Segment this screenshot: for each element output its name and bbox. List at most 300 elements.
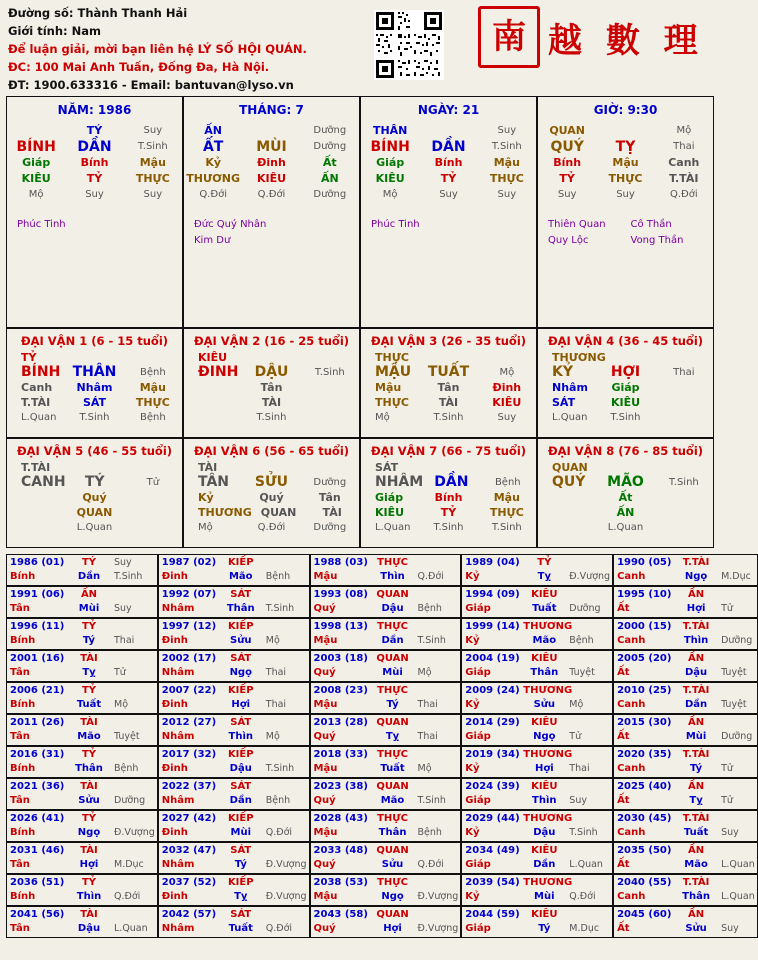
dv-cell: L.Quan (375, 522, 411, 533)
name-value: Thành Thanh Hải (77, 6, 188, 20)
email-value: bantuvan@lyso.vn (174, 78, 294, 92)
year-ten-god: SÁT (230, 589, 252, 600)
year-branch: Thân (530, 667, 559, 678)
year-cell[interactable] (461, 682, 613, 714)
dv-cell (655, 380, 713, 395)
year-ten-god: KIÊU (531, 717, 558, 728)
p-cell: ẤT (202, 139, 224, 155)
year-state: Mộ (114, 699, 129, 710)
year-ten-god: ẤN (688, 653, 705, 664)
year-label: 2040 (55) (617, 877, 672, 888)
year-ten-god: TÀI (80, 845, 98, 856)
year-branch: Hợi (686, 603, 706, 614)
dai-van-sub: TÀI (198, 461, 218, 474)
year-cell[interactable] (461, 618, 613, 650)
year-cell[interactable] (158, 650, 310, 682)
year-cell[interactable] (6, 554, 158, 586)
dv-cell: MẬU (375, 364, 412, 380)
year-branch: Ngọ (229, 667, 252, 678)
year-state: Mộ (265, 635, 280, 646)
extra-item: Phúc Tinh (371, 219, 420, 230)
p-cell: Dưỡng (313, 189, 347, 200)
dv-cell: Ất (618, 491, 633, 504)
year-cell[interactable] (461, 586, 613, 618)
year-cell[interactable] (6, 778, 158, 810)
extra-item: Đức Quý Nhân (194, 219, 267, 230)
year-ten-god: QUAN (376, 589, 409, 600)
dv-cell: THÂN (72, 364, 117, 380)
year-label: 1996 (11) (10, 621, 65, 632)
year-cell[interactable] (158, 746, 310, 778)
year-label: 1990 (05) (617, 557, 672, 568)
p-cell: DẦN (431, 139, 466, 155)
year-cell[interactable] (461, 650, 613, 682)
year-cell[interactable] (613, 586, 758, 618)
year-label: 2043 (58) (313, 909, 368, 920)
dv-cell: Mộ (375, 412, 390, 423)
year-ten-god: KIÊU (531, 909, 558, 920)
year-cell[interactable] (461, 554, 613, 586)
dai-van-title: ĐẠI VẬN 5 (46 - 55 tuổi) (16, 444, 173, 458)
dv-cell: Q.Đới (257, 522, 286, 533)
dv-cell: T.Sinh (491, 522, 522, 533)
dv-cell (538, 490, 596, 505)
p-cell: Mậu (139, 156, 166, 169)
dv-cell: KỶ (552, 364, 573, 380)
year-state: T.Sinh (265, 763, 295, 774)
year-cell[interactable] (310, 778, 462, 810)
year-ten-god: KIẾP (227, 749, 254, 760)
year-branch: Mùi (685, 731, 707, 742)
dv-cell: Dưỡng (313, 522, 347, 533)
year-cell[interactable] (158, 778, 310, 810)
brand-logo (478, 6, 704, 68)
year-cell[interactable] (158, 842, 310, 874)
year-ten-god: T.TÀI (682, 877, 710, 888)
pillar-extras (538, 217, 713, 249)
year-cell[interactable] (461, 906, 613, 938)
year-stem: Tân (10, 667, 30, 678)
year-stem: Kỷ (465, 827, 480, 838)
dai-van-sub: SÁT (375, 461, 399, 474)
year-cell[interactable] (613, 554, 758, 586)
year-label: 2004 (19) (465, 653, 520, 664)
year-branch: Sửu (533, 699, 556, 710)
qr-code-icon (374, 10, 444, 80)
year-stem: Bính (10, 763, 36, 774)
p-cell: Suy (143, 189, 163, 200)
year-ten-god: T.TÀI (682, 813, 710, 824)
p-cell: Suy (439, 189, 458, 200)
year-state: Suy (569, 795, 587, 806)
extra-item: Vong Thần (630, 235, 684, 246)
year-state: Đ.Vượng (265, 891, 307, 902)
dv-cell: L.Quan (607, 522, 644, 533)
year-cell[interactable] (461, 746, 613, 778)
year-ten-god: KIẾP (227, 621, 254, 632)
dai-van-title: ĐẠI VẬN 1 (6 - 15 tuổi) (20, 334, 169, 348)
year-label: 1993 (08) (313, 589, 368, 600)
year-state: Đ.Vượng (417, 891, 459, 902)
p-cell: Canh (668, 156, 700, 169)
p-cell: THỰC (135, 172, 170, 185)
dai-van-title: ĐẠI VẬN 2 (16 - 25 tuổi) (193, 334, 350, 348)
year-cell[interactable] (310, 810, 462, 842)
header (0, 0, 720, 96)
dv-cell (655, 520, 713, 535)
year-cell[interactable] (6, 682, 158, 714)
year-cell[interactable] (310, 618, 462, 650)
year-stem: Quý (313, 667, 336, 678)
year-branch: Thìn (76, 891, 102, 902)
year-label: 2023 (38) (313, 781, 368, 792)
year-state: Q.Đới (569, 891, 596, 902)
p-cell: Suy (85, 189, 104, 200)
dv-cell: Tân (437, 381, 460, 394)
year-branch: Thân (75, 763, 103, 774)
year-stem: Ất (617, 859, 630, 870)
year-ten-god: ẤN (688, 845, 705, 856)
year-cell[interactable] (461, 874, 613, 906)
year-branch: Dậu (381, 603, 404, 614)
dv-cell: T.Sinh (256, 412, 287, 423)
luu-nien-table (6, 554, 755, 938)
year-ten-god: KIÊU (531, 845, 558, 856)
year-stem: Canh (617, 571, 646, 582)
year-state: Bệnh (114, 763, 139, 774)
year-label: 2007 (22) (161, 685, 217, 696)
year-stem: Kỷ (465, 699, 480, 710)
year-label: 2010 (25) (617, 685, 672, 696)
extra-item: Thiên Quan (548, 219, 606, 230)
year-cell[interactable] (158, 714, 310, 746)
year-cell[interactable] (158, 906, 310, 938)
year-stem: Canh (617, 891, 646, 902)
year-state: Q.Đới (114, 891, 141, 902)
dv-cell: NHÂM (375, 474, 424, 490)
year-state: M.Dục (721, 571, 751, 582)
dai-van-title: ĐẠI VẬN 8 (76 - 85 tuổi) (547, 444, 704, 458)
year-stem: Ất (617, 667, 630, 678)
year-stem: Nhâm (161, 795, 195, 806)
dv-cell: THỰC (375, 396, 409, 409)
p-cell: Q.Đới (199, 189, 228, 200)
p-cell: Mộ (382, 189, 398, 200)
year-cell[interactable] (158, 618, 310, 650)
year-branch: Sửu (230, 635, 252, 646)
year-ten-god: KIẾP (227, 685, 254, 696)
dai-van-title: ĐẠI VẬN 3 (26 - 35 tuổi) (370, 334, 527, 348)
year-label: 2038 (53) (313, 877, 368, 888)
year-state: Suy (721, 923, 739, 934)
year-label: 2006 (21) (10, 685, 65, 696)
year-state: T.Sinh (265, 603, 295, 614)
year-label: 2036 (51) (10, 877, 65, 888)
year-state: Tuyệt (569, 667, 595, 678)
year-cell[interactable] (158, 682, 310, 714)
dv-cell: Dưỡng (313, 477, 347, 488)
year-cell[interactable] (613, 842, 758, 874)
year-stem: Kỷ (465, 763, 480, 774)
four-pillars-grid (6, 96, 714, 328)
year-stem: Giáp (465, 731, 491, 742)
year-stem: Giáp (465, 859, 491, 870)
dv-cell (124, 520, 182, 535)
year-stem: Bính (10, 891, 36, 902)
year-branch: Tuất (683, 827, 709, 838)
year-stem: Giáp (465, 795, 491, 806)
year-branch: Mùi (382, 667, 403, 678)
year-label: 2034 (49) (465, 845, 520, 856)
year-branch: Tỵ (82, 667, 96, 678)
year-stem: Giáp (465, 603, 491, 614)
dv-cell (301, 410, 359, 425)
dv-cell (301, 395, 359, 410)
year-state-top: Suy (114, 557, 132, 568)
year-cell[interactable] (310, 554, 462, 586)
year-label: 2003 (18) (313, 653, 368, 664)
year-state: Dưỡng (721, 731, 753, 742)
year-state: Tử (569, 731, 582, 742)
dv-cell (538, 505, 596, 520)
year-ten-god: TỶ (81, 685, 97, 696)
year-ten-god: ẤN (80, 589, 98, 600)
year-state: Tử (721, 603, 733, 614)
dv-cell: TUẤT (427, 364, 470, 380)
year-cell[interactable] (613, 874, 758, 906)
year-cell[interactable] (6, 810, 158, 842)
year-label: 2002 (17) (161, 653, 217, 664)
year-stem: Đinh (161, 763, 188, 774)
p-cell: ẤN (320, 172, 339, 185)
year-state: Bệnh (417, 603, 442, 614)
year-stem: Canh (617, 699, 646, 710)
p-cell: Bính (553, 156, 582, 169)
year-branch: Dậu (684, 667, 708, 678)
year-cell[interactable] (310, 842, 462, 874)
year-ten-god: T.TÀI (682, 557, 710, 568)
p-cell: Kỷ (205, 156, 222, 169)
p-cell: THÂN (372, 124, 408, 137)
year-cell[interactable] (613, 682, 758, 714)
year-cell[interactable] (613, 746, 758, 778)
dv-cell: Thai (673, 367, 695, 378)
year-state: L.Quan (569, 859, 603, 870)
year-state: Bệnh (265, 571, 291, 582)
p-cell: Đinh (257, 156, 286, 169)
year-state: Thai (265, 667, 287, 678)
dv-cell: Suy (497, 412, 517, 423)
dv-cell: T.Sinh (433, 522, 464, 533)
dv-cell: Canh (21, 381, 53, 394)
year-branch: Dần (381, 635, 404, 646)
year-state: Dưỡng (721, 635, 753, 646)
year-cell[interactable] (613, 778, 758, 810)
year-cell[interactable] (158, 874, 310, 906)
year-branch: Tý (82, 635, 96, 646)
year-branch: Tý (538, 923, 551, 934)
year-cell[interactable] (461, 714, 613, 746)
year-ten-god: QUAN (376, 653, 409, 664)
year-label: 2041 (56) (10, 909, 65, 920)
year-label: 2001 (16) (10, 653, 65, 664)
year-ten-god: THỰC (377, 557, 408, 568)
year-cell[interactable] (6, 874, 158, 906)
p-cell: Dưỡng (313, 141, 347, 152)
dv-cell: Mộ (499, 367, 515, 378)
pillar-extras (361, 217, 536, 233)
year-state: Thai (265, 699, 287, 710)
phone-label: ĐT: 1900.633316 - Email: (8, 78, 171, 92)
year-stem: Quý (313, 923, 336, 934)
year-stem: Tân (10, 795, 30, 806)
year-ten-god: T.TÀI (682, 621, 710, 632)
pillar-title: NGÀY: 21 (417, 103, 480, 117)
dv-cell: T.TÀI (21, 396, 51, 409)
year-cell[interactable] (461, 778, 613, 810)
dv-cell: DẦN (434, 474, 469, 490)
year-branch: Thân (378, 827, 407, 838)
year-cell[interactable] (613, 714, 758, 746)
dv-cell: Mậu (375, 381, 402, 394)
year-ten-god: THƯƠNG (523, 749, 573, 760)
year-label: 2045 (60) (617, 909, 672, 920)
year-ten-god: ẤN (688, 781, 705, 792)
year-cell[interactable] (310, 746, 462, 778)
dai-van-title: ĐẠI VẬN 6 (56 - 65 tuổi) (193, 444, 350, 458)
year-cell[interactable] (461, 842, 613, 874)
header-line-address: ĐC: 100 Mai Anh Tuấn, Đống Đa, Hà Nội. (8, 60, 270, 74)
year-ten-god: THỰC (377, 685, 408, 696)
extra-item: Cô Thần (630, 219, 672, 230)
year-label: 2009 (24) (465, 685, 520, 696)
year-label: 1992 (07) (161, 589, 217, 600)
dv-cell: Quý (259, 491, 284, 504)
year-cell[interactable] (310, 714, 462, 746)
year-state: Thai (417, 731, 438, 742)
year-ten-god: QUAN (376, 717, 409, 728)
year-cell[interactable] (6, 906, 158, 938)
year-cell[interactable] (6, 714, 158, 746)
year-ten-god: THƯƠNG (523, 813, 573, 824)
year-cell[interactable] (461, 810, 613, 842)
dv-cell: MÃO (607, 474, 644, 490)
year-state: M.Dục (569, 923, 600, 934)
year-cell[interactable] (158, 554, 310, 586)
year-ten-god: THƯƠNG (523, 877, 573, 888)
year-stem: Nhâm (161, 667, 195, 678)
year-branch: Tý (386, 699, 399, 710)
dv-cell: TÝ (84, 474, 105, 490)
year-cell[interactable] (6, 650, 158, 682)
year-cell[interactable] (613, 650, 758, 682)
year-state: Tử (721, 763, 733, 774)
dv-cell: TÀI (438, 396, 459, 409)
year-cell[interactable] (6, 842, 158, 874)
dv-cell: Quý (82, 491, 107, 504)
year-state: Q.Đới (417, 859, 444, 870)
p-cell: TỴ (615, 139, 636, 155)
header-line-gender (8, 24, 368, 39)
year-branch: Sửu (381, 859, 404, 870)
dv-cell: KIÊU (375, 506, 405, 519)
year-ten-god: QUAN (376, 845, 409, 856)
year-state: Đ.Vượng (265, 859, 307, 870)
year-state: T.Sinh (114, 571, 143, 582)
year-label: 1989 (04) (465, 557, 520, 568)
dv-cell (184, 380, 242, 395)
p-cell: THỰC (608, 172, 643, 185)
dv-cell: Kỷ (198, 491, 214, 504)
year-label: 1998 (13) (313, 621, 368, 632)
year-branch: Ngọ (77, 827, 101, 838)
year-stem: Canh (617, 763, 646, 774)
year-cell[interactable] (158, 810, 310, 842)
p-cell: THƯƠNG (186, 172, 241, 185)
year-ten-god: KIẾP (227, 813, 254, 824)
p-cell: QUAN (549, 124, 585, 137)
year-cell[interactable] (310, 586, 462, 618)
year-cell[interactable] (613, 906, 758, 938)
p-cell: Giáp (376, 156, 405, 169)
year-state: L.Quan (721, 859, 755, 870)
dv-cell: TỶ (440, 506, 457, 519)
year-cell[interactable] (310, 682, 462, 714)
year-state: Tuyệt (721, 667, 747, 678)
year-branch: Mão (532, 635, 557, 646)
dv-cell (655, 410, 713, 425)
p-cell: Mậu (493, 156, 520, 169)
year-cell[interactable] (6, 586, 158, 618)
year-stem: Đinh (161, 635, 188, 646)
year-cell[interactable] (310, 650, 462, 682)
year-label: 2032 (47) (161, 845, 217, 856)
year-branch: Thìn (683, 635, 709, 646)
year-state: Bệnh (417, 827, 442, 838)
year-ten-god: SÁT (230, 781, 252, 792)
year-stem: Quý (313, 603, 336, 614)
year-stem: Nhâm (161, 859, 195, 870)
year-cell[interactable] (613, 810, 758, 842)
year-ten-god: THƯƠNG (523, 621, 573, 632)
dai-van-sub: TỶ (21, 351, 37, 364)
year-cell[interactable] (310, 906, 462, 938)
year-ten-god: ẤN (688, 589, 705, 600)
year-cell[interactable] (310, 874, 462, 906)
year-branch: Tý (234, 859, 247, 870)
header-text-block (8, 6, 368, 93)
dai-van-8 (537, 438, 714, 548)
year-label: 2029 (44) (465, 813, 520, 824)
year-cell[interactable] (158, 586, 310, 618)
p-cell: MÙI (256, 139, 287, 155)
year-cell[interactable] (6, 746, 158, 778)
year-ten-god: QUAN (376, 909, 409, 920)
year-stem: Bính (10, 699, 36, 710)
year-cell[interactable] (6, 618, 158, 650)
year-state: Đ.Vượng (114, 827, 155, 838)
year-label: 2000 (15) (617, 621, 672, 632)
p-cell: BÍNH (16, 139, 56, 155)
dai-van-title: ĐẠI VẬN 7 (66 - 75 tuổi) (370, 444, 527, 458)
year-branch: Tỵ (234, 891, 248, 902)
dv-cell: SỬU (254, 474, 289, 490)
year-state: Dưỡng (114, 795, 146, 806)
year-state: Tuyệt (721, 699, 747, 710)
year-cell[interactable] (613, 618, 758, 650)
year-state: Q.Đới (265, 923, 293, 934)
year-label: 1994 (09) (465, 589, 520, 600)
